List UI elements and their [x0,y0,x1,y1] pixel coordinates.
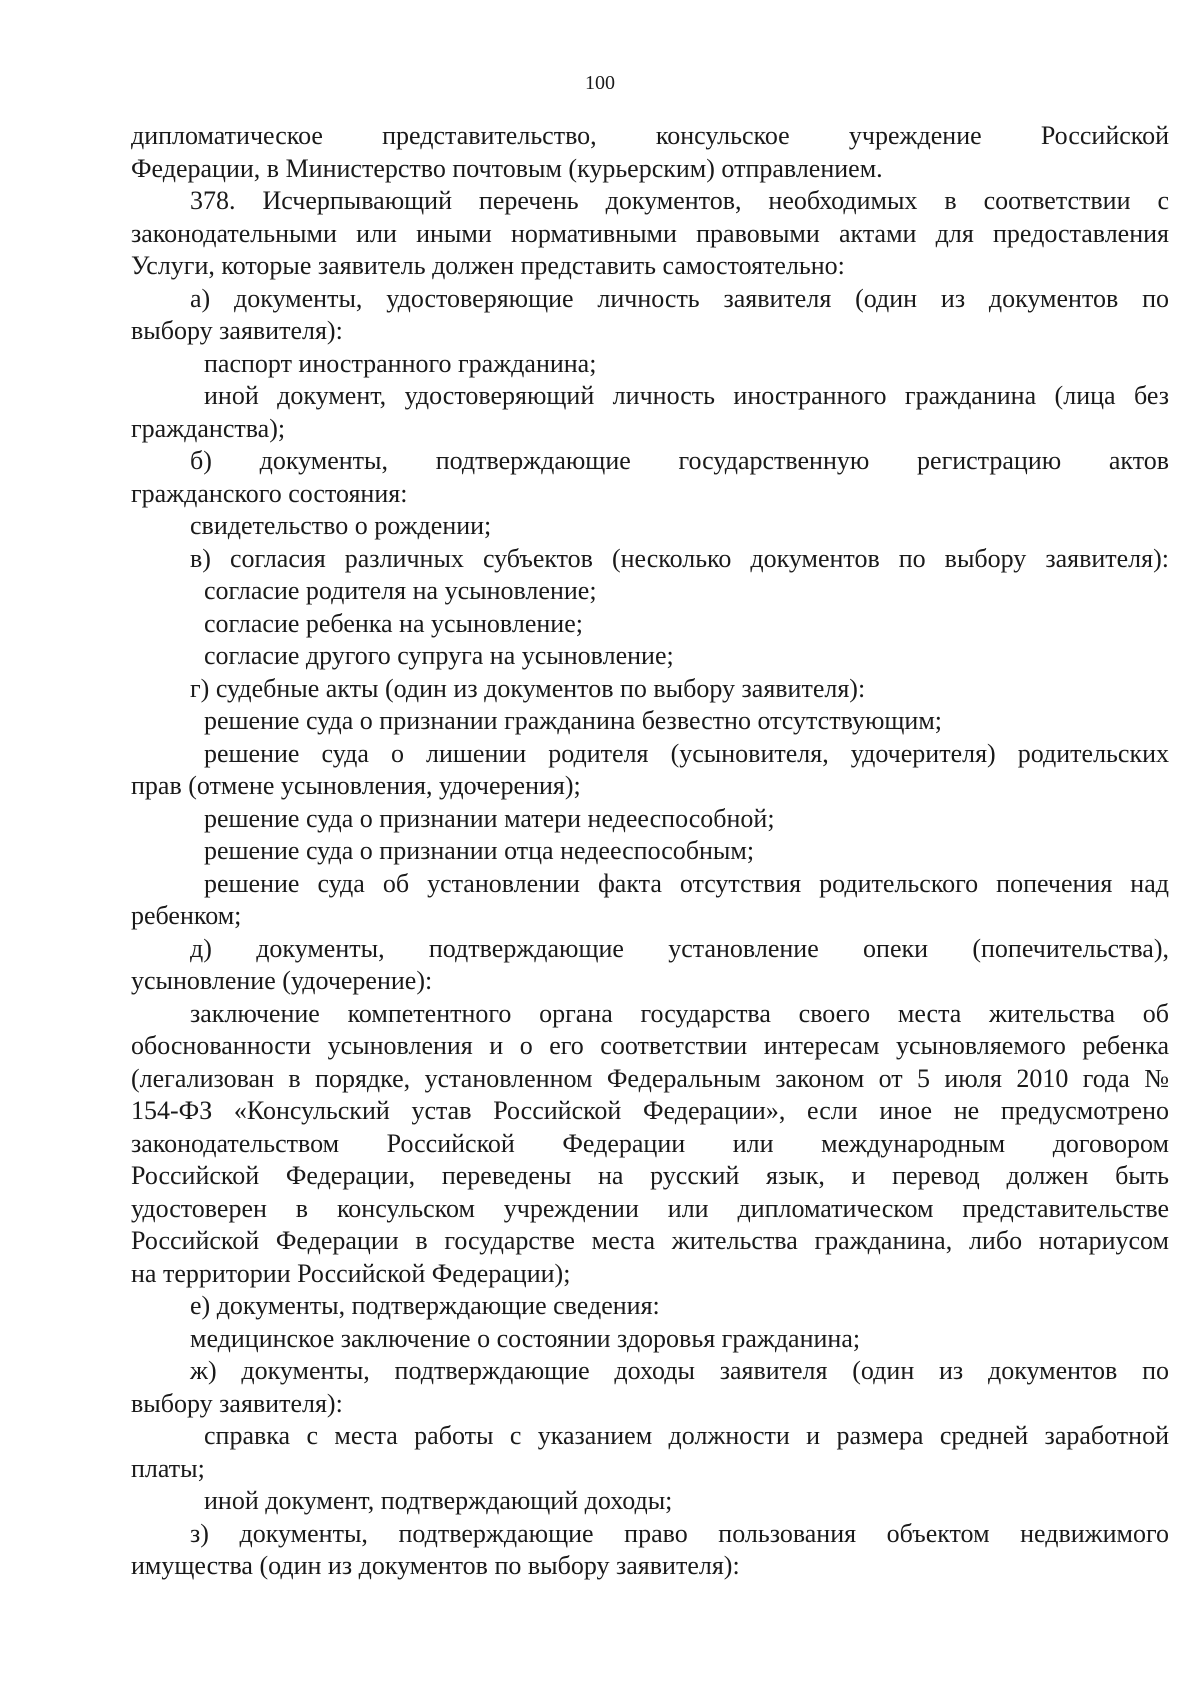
text-line: дипломатическое представительство, консульское учреждение Российской [131,121,1169,150]
text-line: согласие ребенка на усыновление; [204,608,583,638]
text-line: решение суда о признании матери недееспособной; [204,803,775,833]
text-line: свидетельство о рождении; [190,511,492,540]
text-line: заключение компетентного органа государства своего места жительства об [190,998,1169,1028]
text-line: выбору заявителя): [131,1388,343,1418]
text-line: законодательством Российской Федерации или международным договором [131,1128,1169,1158]
text-line: на территории Российской Федерации); [131,1258,571,1288]
text-line: г) судебные акты (один из документов по выбору заявителя): [190,673,866,703]
text-line: согласие другого супруга на усыновление; [204,641,674,670]
text-line: гражданства); [131,413,286,443]
text-line: (легализован в порядке, установленном Федеральным законом от 5 июля 2010 года № [131,1063,1169,1093]
text-line: удостоверен в консульском учреждении или дипломатическом представительстве [131,1193,1169,1223]
text-line: имущества (один из документов по выбору заявителя): [131,1551,740,1580]
text-line: е) документы, подтверждающие сведения: [190,1291,660,1320]
page-number: 100 [585,72,615,94]
text-line: законодательными или иными нормативными правовыми актами для предоставления [131,218,1169,248]
text-line: иной документ, удостоверяющий личность иностранного гражданина (лица без [204,381,1169,410]
text-line: решение суда о признании гражданина безвестно отсутствующим; [204,706,942,735]
text-line: выбору заявителя): [131,316,343,345]
text-line: решение суда о признании отца недееспособным; [204,836,755,865]
text-line: согласие родителя на усыновление; [204,576,597,605]
text-line: усыновление (удочерение): [131,966,433,995]
text-line: а) документы, удостоверяющие личность заявителя (один из документов по [190,283,1169,313]
text-line: прав (отмене усыновления, удочерения); [131,771,581,800]
text-line: 378. Исчерпывающий перечень документов, необходимых в соответствии с [190,186,1169,215]
text-line: ж) документы, подтверждающие доходы заявителя (один из документов по [190,1356,1169,1385]
text-line: ребенком; [131,901,242,930]
text-line: Российской Федерации в государстве места жительства гражданина, либо нотариусом [131,1226,1169,1255]
text-line: з) документы, подтверждающие право пользования объектом недвижимого [190,1518,1169,1548]
text-line: решение суда о лишении родителя (усыновителя, удочерителя) родительских [204,738,1169,768]
text-line: иной документ, подтверждающий доходы; [204,1486,673,1515]
text-line: Федерации, в Министерство почтовым (курьерским) отправлением. [131,153,883,183]
text-line: гражданского состояния: [131,478,408,508]
text-line: медицинское заключение о состоянии здоровья гражданина; [190,1323,861,1353]
text-line: б) документы, подтверждающие государственную регистрацию актов [190,446,1169,475]
document-body [131,120,1169,1583]
text-line: Услуги, которые заявитель должен представить самостоятельно: [131,251,845,280]
text-line: решение суда об установлении факта отсутствия родительского попечения над [204,868,1169,898]
text-line: Российской Федерации, переведены на русский язык, и перевод должен быть [131,1161,1169,1190]
text-line: д) документы, подтверждающие установление опеки (попечительства), [190,933,1169,963]
text-line: в) согласия различных субъектов (несколько документов по выбору заявителя): [190,543,1169,573]
text-line: справка с места работы с указанием должности и размера средней заработной [204,1421,1169,1450]
text-line: платы; [131,1453,205,1483]
text-line: 154-ФЗ «Консульский устав Российской Федерации», если иное не предусмотрено [131,1096,1169,1125]
text-line: паспорт иностранного гражданина; [204,348,597,378]
text-line: обоснованности усыновления и о его соответствии интересам усыновляемого ребенка [131,1031,1169,1060]
